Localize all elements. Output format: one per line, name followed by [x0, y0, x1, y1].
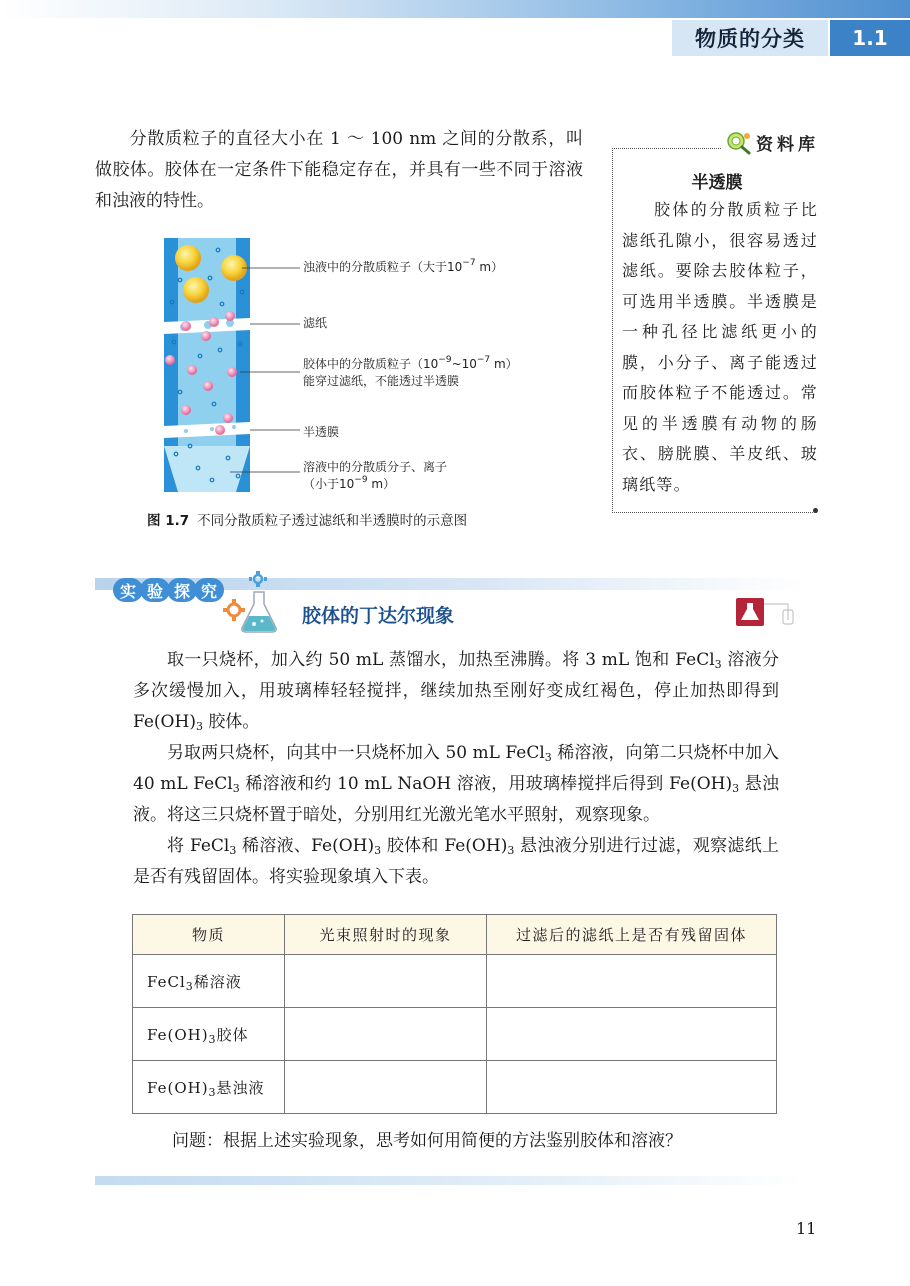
label-suspension-particle: 浊液中的分散质粒子（大于$10^{-7}$ m）	[303, 258, 504, 274]
observation-table	[132, 914, 777, 1114]
flask-gears-icon	[222, 570, 284, 636]
colloid-particle	[187, 365, 197, 375]
colloid-particle	[203, 381, 213, 391]
label-colloid-particle: 胶体中的分散质粒子（$10^{-9}\sim 10^{-7}$ m） 能穿过滤纸，不能透过半透膜	[303, 355, 518, 388]
question-text: 问题：根据上述实验现象，思考如何用简便的方法鉴别胶体和溶液？	[172, 1131, 682, 1151]
experiment-paragraph-1: 取一只烧杯，加入约 50 mL 蒸馏水，加热至沸腾。将 3 mL 饱和 FeCl$_3$ 溶液分多次缓慢加入，用玻璃棒轻轻搅拌，继续加热至刚好变成红褐色，停止加热即得到 $Fe(OH)_3$ 胶体。	[133, 650, 779, 733]
sidebar-subtitle: 半透膜	[691, 173, 743, 193]
lab-experiment-icon	[736, 598, 806, 628]
table-header-cell: 光束照射时的现象	[285, 915, 487, 955]
section-number: 1.1	[830, 20, 910, 56]
experiment-paragraph-3: 将 FeCl$_3$ 稀溶液、$Fe(OH)_3$ 胶体和 $Fe(OH)_3$ 悬浊液分别进行过滤，观察滤纸上是否有残留固体。将实验现象填入下表。	[133, 836, 780, 887]
sidebar-corner-dot	[813, 508, 818, 513]
label-filter-paper: 滤纸	[303, 316, 328, 330]
suspension-particle	[183, 277, 209, 303]
table-cell-residue-input[interactable]	[487, 1008, 777, 1061]
bottom-band	[95, 1176, 805, 1185]
magnifier-icon	[726, 131, 752, 155]
section-pill: 探	[167, 578, 197, 602]
sidebar-body: 胶体的分散质粒子比滤纸孔隙小，很容易透过滤纸。要除去胶体粒子，可选用半透膜。半透膜是一种孔径比滤纸更小的膜，小分子、离子能透过而胶体粒子不能透过。常见的半透膜有动物的肠衣、膀胱膜、羊皮纸、玻璃纸等。	[622, 200, 818, 494]
header-gradient-bar	[0, 0, 910, 18]
table-cell-residue-input[interactable]	[487, 955, 777, 1008]
colloid-particle	[215, 425, 225, 435]
section-pill: 验	[140, 578, 170, 602]
section-title: 胶体的丁达尔现象	[302, 605, 455, 627]
colloid-particle	[227, 367, 237, 377]
colloid-particle	[223, 413, 233, 423]
label-solution-molecules: 溶液中的分散质分子、离子 （小于$10^{-9}$ m）	[303, 460, 448, 491]
table-cell-substance: FeCl$_3$稀溶液	[133, 955, 285, 1008]
colloid-particle	[209, 317, 219, 327]
sidebar-tag	[722, 130, 823, 155]
section-pill: 实	[113, 578, 143, 602]
colloid-particle	[225, 311, 235, 321]
table-cell-light-input[interactable]	[285, 955, 487, 1008]
table-cell-residue-input[interactable]	[487, 1061, 777, 1114]
colloid-particle	[201, 331, 211, 341]
suspension-particle	[175, 245, 201, 271]
page-number: 11	[796, 1219, 817, 1238]
table-row	[133, 1008, 777, 1061]
label-semipermeable-membrane: 半透膜	[303, 425, 340, 439]
table-row	[133, 1061, 777, 1114]
colloid-particle	[181, 321, 191, 331]
sidebar-tag-label: 资料库	[756, 135, 819, 155]
experiment-text	[133, 645, 779, 893]
chapter-title: 物质的分类	[672, 20, 828, 56]
section-pill: 究	[194, 578, 224, 602]
table-cell-substance: $Fe(OH)_3$胶体	[133, 1008, 285, 1061]
table-header-cell: 物质	[133, 915, 285, 955]
intro-paragraph	[95, 124, 583, 217]
table-header-cell: 过滤后的滤纸上是否有残留固体	[487, 915, 777, 955]
colloid-particle	[165, 355, 175, 365]
table-cell-substance: $Fe(OH)_3$悬浊液	[133, 1061, 285, 1114]
figure-caption: 图 1.7 不同分散质粒子透过滤纸和半透膜时的示意图	[147, 513, 468, 529]
colloid-particle	[181, 405, 191, 415]
intro-text: 分散质粒子的直径大小在 1 ～ 100 nm 之间的分散系，叫做胶体。胶体在一定条件下能稳定存在，并具有一些不同于溶液和浊液的特性。	[95, 129, 583, 211]
table-cell-light-input[interactable]	[285, 1008, 487, 1061]
table-cell-light-input[interactable]	[285, 1061, 487, 1114]
experiment-paragraph-2: 另取两只烧杯，向其中一只烧杯加入 50 mL FeCl$_3$ 稀溶液，向第二只烧杯中加入 40 mL FeCl$_3$ 稀溶液和约 10 mL NaOH 溶液，用玻璃棒搅拌后得到 $Fe(OH)_3$ 悬浊液。将这三只烧杯置于暗处，分别用红光激光笔水平照射，观察现象。	[133, 743, 779, 825]
table-row	[133, 955, 777, 1008]
table-header-row	[133, 915, 777, 955]
